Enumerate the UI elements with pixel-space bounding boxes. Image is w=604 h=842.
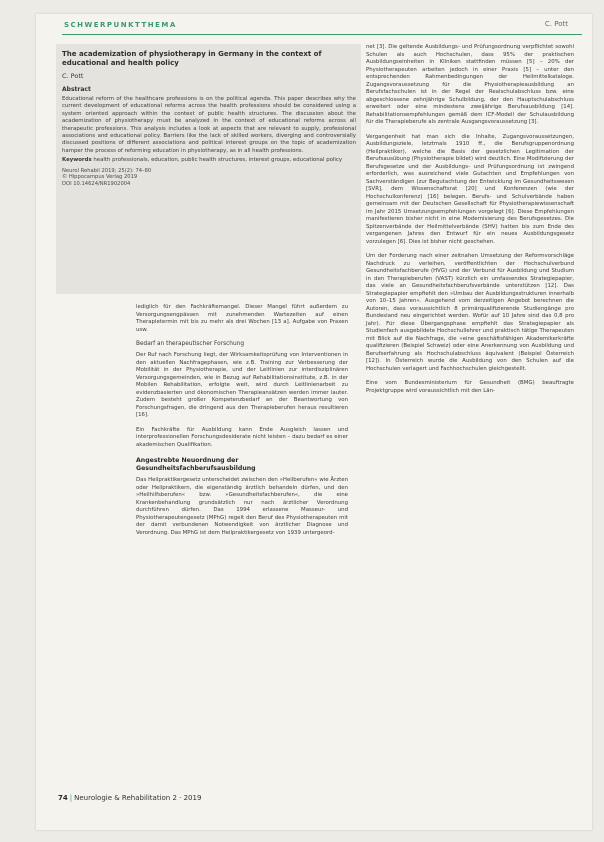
- abstract-keywords: [62, 157, 356, 164]
- right-text-column: [366, 44, 574, 402]
- keywords-label: Keywords: [62, 157, 92, 164]
- paragraph: Ein Fachkräfte für Ausbildung kann Ende Ausgleich lassen und interprofessionellen Forschungsdesiderate nicht leisten – dazu bedarf es einer akademischen Qualifikation.: [136, 426, 348, 448]
- page-footer: [58, 794, 201, 802]
- paragraph: Um der Forderung nach einer zeitnahen Umsetzung der Reformvorschläge Nachdruck zu verleihen, veröffentlichten der Hochschulverbund Gesundheitsfachberufe (HVG) und der Verbund für Ausbildung und Studium in den Therapieberufen (VAST) kürzlich ein umfassendes Strategiepapier, das viele an Gesundheitsfachberufsverbände unterstützen [12]. Das Strategiepapier empfiehlt den »Umbau der Ausbildungsstrukturen innerhalb von 10–15 Jahren«. Ausgehend vom derzeitigen Angebot berechnen die Autoren, dass voraussichtlich 8 primärqualifizierende Studiengänge pro Bundesland neu eingerichtet werden. Wofür auf 10 Jahre sind das 0,8 pro Jahr). Für diese Übergangsphase empfiehlt das Strategiepapier als Studienfach ausgebildete Hochschullehrer und praktisch tätige Therapeuten mit Blick auf die Nachfrage, die »eine geschäftsfähigen Akademikerkräfte qualifizieren (Beispiel Schweiz) oder eine Anerkennung von Ausbildung und Berufserfahrung als Hochschulabschluss äquivalent (Beispiel Österreich [12]). In Österreich wurde die Ausbildung von den Schulen auf die Hochschulen verlagert und Fachhochschulen gleichgestellt.: [366, 253, 574, 372]
- article-author: C. Pott: [62, 72, 84, 80]
- footer-separator: |: [69, 794, 73, 802]
- abstract-body: Educational reform of the healthcare professions is on the political agenda. This paper describes why the current development of educational reforms across the health professions should be considered using a system oriented approach within the context of public health structures. The discussion about the academization of physiotherapy must be analyzed in the context of educational reforms across all therapeutic professions. This analysis includes a look at aspects that are relevant to supply, professional associations and educational policy. Barriers like the lack of skilled workers, diverging and controversially discussed positions of different associations and political interest groups on the topic of academization hamper the process of reforming education in physiotherapy, as in all health professions.: [62, 96, 356, 154]
- paragraph: Der Ruf nach Forschung liegt, der Wirksamkeitsprüfung von Interventionen in den aktuellen Nachfragephasen, wie z.B. Training zur Verbesserung der Mobilität in der Physiotherapie, und der Leitlinien zur interdisziplinären Versorgungsgemeinden, wie in Bezug auf Rehabilitationsinstitute, z.B. in der Mobilen Rehabilitation, erfolgte weit, wird durch Leitlinienarbeit zu evidenzbasierten und ökonomischen Therapieansätzen werden immer lauter. Zudem besteht großer Kompetenzbedarf an der Beantwortung von Forschungsfragen, die dringend aus den Therapieberufen heraus resultieren [16].: [136, 352, 348, 418]
- citation-line: Neurol Rehabil 2019; 25(2): 74–80: [62, 167, 152, 174]
- subheading: Angestrebte Neuordnung der Gesundheitsfachberufsausbildung: [136, 457, 256, 472]
- paragraph: lediglich für den Fachkräftemangel. Dieser Mangel führt außerdem zu Versorgungsengpässen mit zunehmenden Wartezeiten auf einen Therapietermin mit bis zu mehr als drei Wochen [13 a]. Aufgabe von Praxen usw.: [136, 304, 348, 333]
- journal-name: Neurologie & Rehabilitation 2 · 2019: [74, 794, 202, 802]
- running-header: [36, 18, 576, 36]
- header-rule: [62, 34, 582, 35]
- article-title: The academization of physiotherapy in Germany in the context of educational and health policy: [62, 50, 322, 67]
- abstract-box: [56, 44, 361, 294]
- paragraph: net [3]. Die geltende Ausbildungs- und Prüfungsordnung verpflichtet sowohl Schulen als auch Hochschulen, dass 95% der praktischen Ausbildungseinheiten in Kliniken stattfinden müssen [5] – 20% der Physiotherapeuten arbeiten jedoch in einer Praxis [5] – unter den entsprechenden Rahmenbedingungen der Heilmittelkataloge. Zugangsvoraussetzung für die Physiotherapieausbildung an Berufsfachschulen ist in der Regel der Realschulabschluss bzw. eine abgeschlossene zehnjährige Schulbildung, der den Hauptschulabschluss erweitert oder eine mindestens zweijährige Berufsausbildung [14]. Rehabilitationsempfehlungen gemäß dem ICF-Modell der Schulausbildung für die Therapieberufe als zentrale Ausgangsvoraussetzung [3].: [366, 44, 574, 125]
- subheading: Bedarf an therapeutischer Forschung: [136, 341, 245, 347]
- header-author: C. Pott: [544, 20, 568, 28]
- left-text-column: [136, 304, 348, 544]
- abstract-label: Abstract: [62, 86, 91, 93]
- paragraph: Das Heilpraktikergesetz unterscheidet zwischen den »Heilberufen« wie Ärzten oder Heilpraktikern, die eigenständig ärztlich behandeln dürfen, und den »Heilhilfsberufen« bzw. »Gesundheitsfachberufen«, die eine Krankenbehandlung grundsätzlich nur nach ärztlicher Verordnung durchführen dürfen. Das 1994 erlassene Masseur- und Physiotherapeutengesetz (MPhG) regelt den Beruf des Physiotherapeuten mit der damit verbundenen Notwendigkeit von ärztlicher Diagnose und Verordnung. Das MPhG ist dem Heilpraktikergesetz von 1939 untergeord-: [136, 477, 348, 536]
- paragraph: Vergangenheit hat man sich die Inhalte, Zugangsvoraussetzungen, Ausbildungsziele, letztmals 1910 ff., die Berufsgruppenordnung (Heilpraktiker), welche die Basis der gesetzlichen Legitimation der Berufsausübung (Physiotherapie bildet) wird deutlich. Eine Modifizierung der Berufsgesetze und der Ausbildungs- und Prüfungsordnung ist zwingend erforderlich, was ausreichend viele Gutachten und Empfehlungen von Sachverständigen (zur Begutachtung der Entwicklung im Gesundheitswesen [SVR], dem Wissenschaftsrat [20] und Konferenzen (wie der Hochschulkonferenz) [16] belegen. Berufs- und Schulverbände haben gemeinsam mit der Deutschen Gesellschaft für Physiotherapiewissenschaft im Jahr 2015 Umsetzungsempfehlungen vorgelegt [6]. Diese Empfehlungen manifestieren bisher nicht in eine Modernisierung des Berufsgesetzes. Die Spitzenverbände der Heilmittelverbände (SHV) hatten bis zum Ende des vergangenen Jahres den Entwurf für ein neues Ausbildungsgesetz vorzulegen [6]. Dies ist bisher nicht geschehen.: [366, 133, 574, 245]
- doi-line: DOI 10.14624/NR1902004: [62, 180, 131, 187]
- copyright-line: © Hippocampus Verlag 2019: [62, 174, 138, 181]
- paragraph: Eine vom Bundesministerium für Gesundheit (BMG) beauftragte Projektgruppe wird voraussichtlich mit den Län-: [366, 380, 574, 394]
- page-number: 74: [58, 794, 68, 802]
- section-tag: SCHWERPUNKTTHEMA: [64, 21, 177, 29]
- keywords-text: health professionals, education, public health structures, interest groups, educational policy: [93, 157, 343, 164]
